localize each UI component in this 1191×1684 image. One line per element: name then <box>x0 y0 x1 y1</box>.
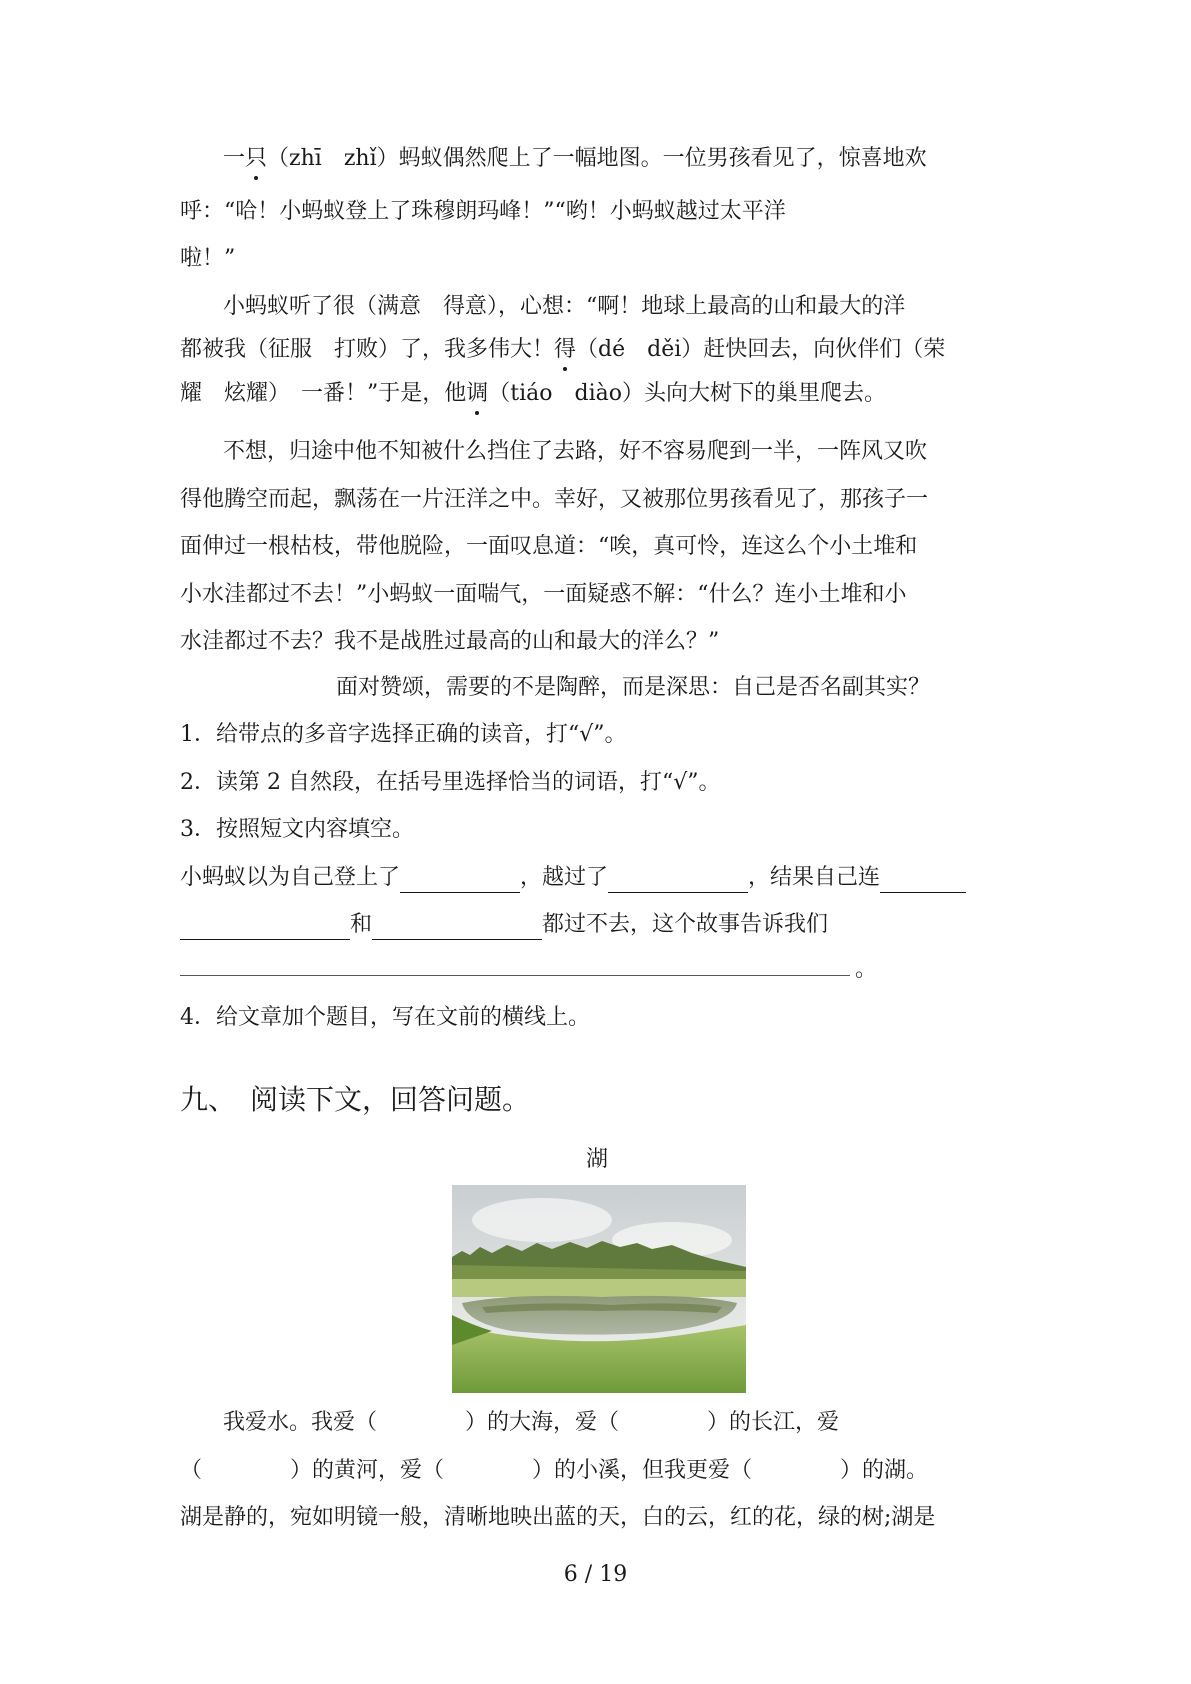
fill-line-2: 和 都过不去，这个故事告诉我们 <box>180 910 828 940</box>
passage-line: 不想，归途中他不知被什么挡住了去路，好不容易爬到一半，一阵风又吹 <box>223 439 928 464</box>
passage-line: 小蚂蚁听了很（满意 得意），心想：“啊！地球上最高的山和最大的洋 <box>223 294 906 319</box>
passage-line: 小水洼都过不去！”小蚂蚁一面喘气，一面疑惑不解：“什么？连小土堆和小 <box>180 582 907 607</box>
dotted-char: 得 <box>554 335 576 365</box>
passage-line: 得他腾空而起，飘荡在一片汪洋之中。幸好，又被那位男孩看见了，那孩子一 <box>180 487 929 512</box>
answer-blank[interactable] <box>880 866 966 893</box>
passage-line: 湖是静的，宛如明镜一般，清晰地映出蓝的天，白的云，红的花，绿的树;湖是 <box>180 1505 936 1530</box>
question-1: 1．给带点的多音字选择正确的读音，打“√”。 <box>180 722 627 747</box>
passage-line: 呼：“哈！小蚂蚁登上了珠穆朗玛峰！”“哟！小蚂蚁越过太平洋 <box>180 199 786 224</box>
section-heading: 九、 阅读下文，回答问题。 <box>180 1083 531 1116</box>
answer-blank[interactable] <box>608 866 748 893</box>
answer-blank[interactable] <box>400 866 520 893</box>
period-mark: 。 <box>855 957 878 982</box>
question-3: 3．按照短文内容填空。 <box>180 817 414 842</box>
page-number: 6 / 19 <box>563 1562 628 1587</box>
answer-blank[interactable] <box>180 913 350 940</box>
fill-line-1: 小蚂蚁以为自己登上了 ，越过了 ，结果自己连 <box>180 863 966 893</box>
passage-line: 一只（zhī zhǐ）蚂蚁偶然爬上了一幅地图。一位男孩看见了，惊喜地欢 <box>223 144 927 174</box>
passage-line: 水洼都过不去？我不是战胜过最高的山和最大的洋么？” <box>180 629 720 654</box>
passage-line: （ ）的黄河，爱（ ）的小溪，但我更爱（ ）的湖。 <box>180 1458 929 1483</box>
answer-blank[interactable] <box>372 913 542 940</box>
answer-blank-long[interactable] <box>180 975 850 976</box>
passage-title: 湖 <box>586 1147 609 1172</box>
question-4: 4．给文章加个题目，写在文前的横线上。 <box>180 1005 590 1030</box>
moral-line: 面对赞颂，需要的不是陶醉，而是深思：自己是否名副其实？ <box>336 675 931 700</box>
passage-line: 我爱水。我爱（ ）的大海，爱（ ）的长江，爱 <box>223 1410 840 1435</box>
question-2: 2．读第 2 自然段，在括号里选择恰当的词语，打“√”。 <box>180 770 721 795</box>
dotted-char: 调 <box>466 379 488 409</box>
lake-photo <box>452 1185 746 1393</box>
passage-line: 啦！” <box>180 246 236 271</box>
passage-line: 都被我（征服 打败）了，我多伟大！得（dé děi）赶快回去，向伙伴们（荣 <box>180 335 945 365</box>
dotted-char: 只 <box>245 144 267 174</box>
passage-line: 面伸过一根枯枝，带他脱险，一面叹息道：“唉，真可怜，连这么个小土堆和 <box>180 534 918 559</box>
passage-line: 耀 炫耀） 一番！”于是，他调（tiáo diào）头向大树下的巢里爬去。 <box>180 379 886 409</box>
